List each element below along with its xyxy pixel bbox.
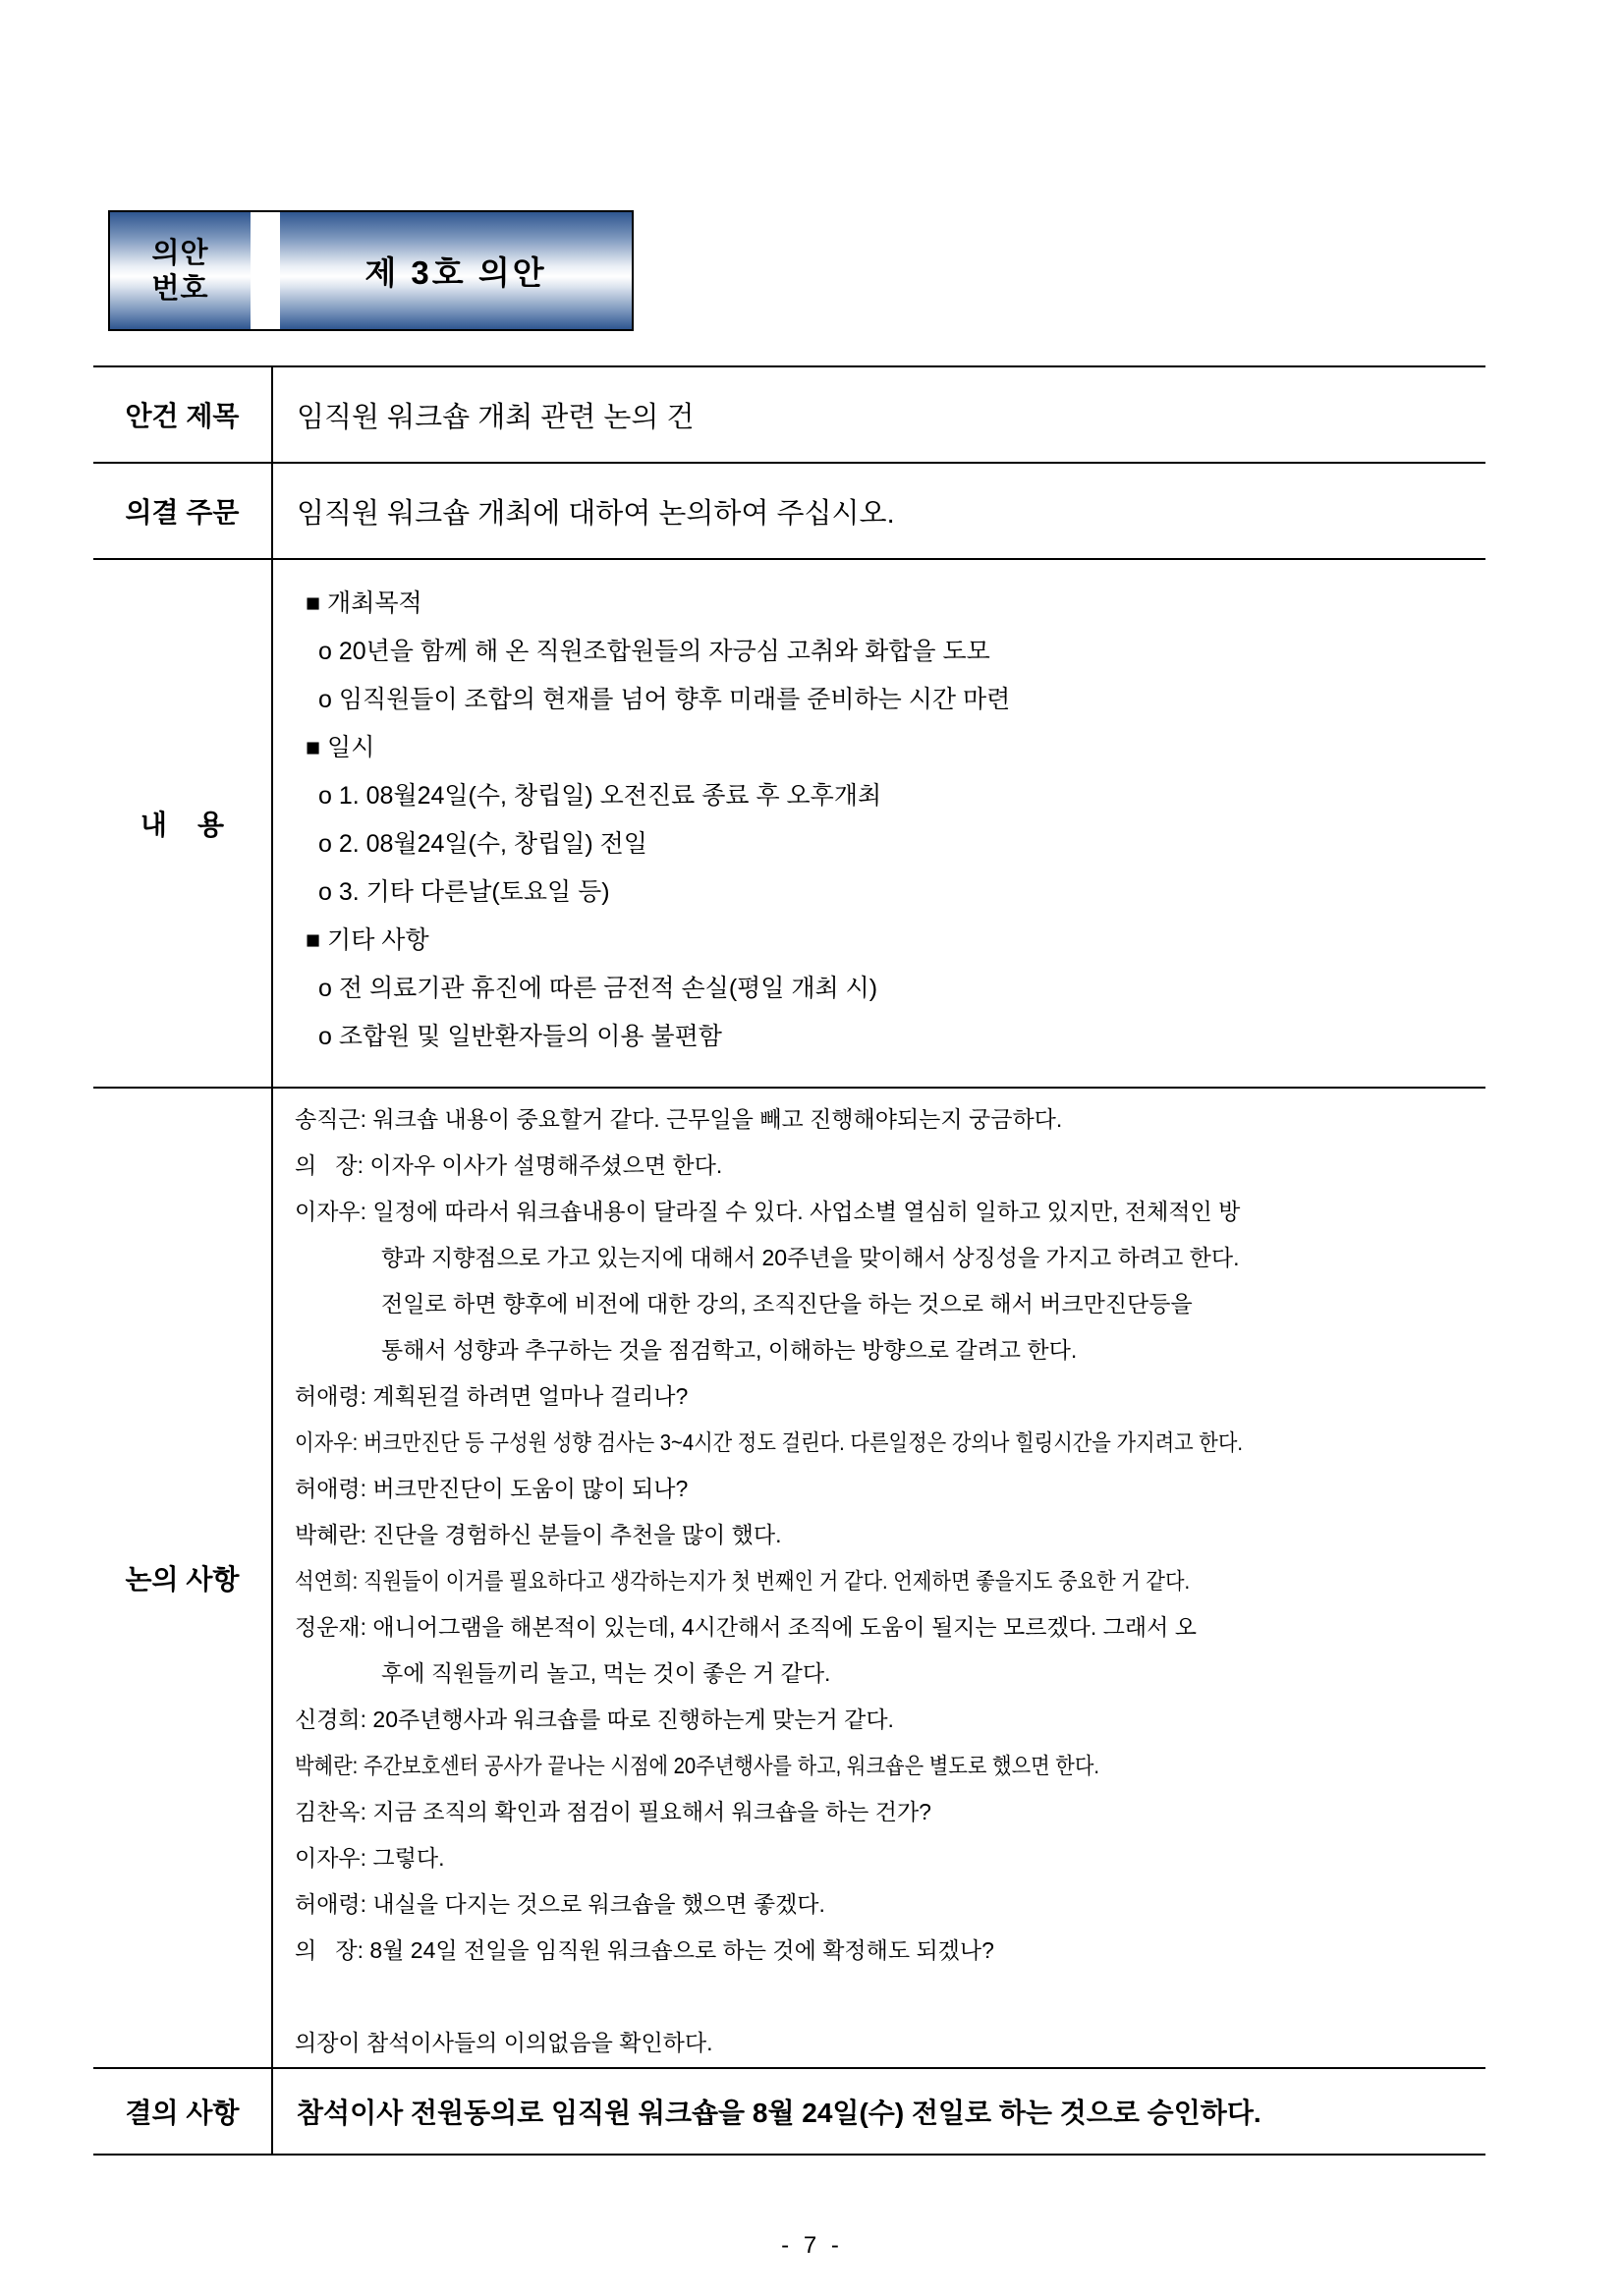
- discussion-line: 김찬옥: 지금 조직의 확인과 점검이 필요해서 워크숍을 하는 건가?: [295, 1799, 931, 1824]
- agenda-number-banner: [108, 210, 634, 331]
- discussion-line: 전일로 하면 향후에 비전에 대한 강의, 조직진단을 하는 것으로 해서 버크만진단등을: [381, 1291, 1193, 1316]
- content-line: ■ 기타 사항: [306, 926, 429, 954]
- agenda-number-title: 제 3호 의안: [280, 212, 632, 329]
- discussion-line: 정운재: 애니어그램을 해본적이 있는데, 4시간해서 조직에 도움이 될지는 모르겠다. 그래서 오: [295, 1614, 1197, 1640]
- discussion-line: 석연희: 직원들이 이거를 필요하다고 생각하는지가 첫 번째인 거 같다. 언제하면 좋을지도 중요한 거 같다.: [295, 1568, 1191, 1594]
- row-discussion: [93, 1089, 1485, 2069]
- content-label: 내 용: [93, 560, 273, 1087]
- discussion-line: [295, 1974, 1485, 2020]
- content-value: [273, 560, 1485, 1087]
- discussion-line: 박혜란: 주간보호센터 공사가 끝나는 시점에 20주년행사를 하고, 워크숍은 별도로 했으면 한다.: [295, 1753, 1100, 1778]
- agenda-table: [93, 365, 1485, 2156]
- content-line: o 임직원들이 조합의 현재를 넘어 향후 미래를 준비하는 시간 마련: [318, 686, 1011, 713]
- discussion-line: 후에 직원들끼리 놀고, 먹는 것이 좋은 거 같다.: [381, 1660, 831, 1686]
- resolution-request-value: 임직원 워크숍 개최에 대하여 논의하여 주십시오.: [297, 497, 895, 530]
- content-line: ■ 개최목적: [306, 589, 422, 617]
- page-number: - 7 -: [781, 2232, 843, 2259]
- content-line: ■ 일시: [306, 734, 375, 761]
- discussion-line: 이자우: 버크만진단 등 구성원 성향 검사는 3~4시간 정도 걸린다. 다른일정은 강의나 힐링시간을 가지려고 한다.: [295, 1429, 1244, 1455]
- content-line: o 2. 08월24일(수, 창립일) 전일: [318, 830, 647, 858]
- discussion-label: 논의 사항: [93, 1089, 273, 2067]
- banner-divider: [251, 212, 280, 329]
- agenda-number-label: [110, 212, 251, 329]
- discussion-line: 허애령: 내실을 다지는 것으로 워크숍을 했으면 좋겠다.: [295, 1891, 825, 1917]
- decision-label: 결의 사항: [93, 2069, 273, 2154]
- discussion-line: 의 장: 이자우 이사가 설명해주셨으면 한다.: [295, 1152, 723, 1178]
- agenda-number-label-line1: 의안: [151, 237, 209, 269]
- agenda-number-label-line2: 번호: [151, 272, 209, 305]
- discussion-line: 박혜란: 진단을 경험하신 분들이 추천을 많이 했다.: [295, 1522, 782, 1547]
- resolution-request-label: 의결 주문: [93, 464, 273, 558]
- discussion-line: 송직근: 워크숍 내용이 중요할거 같다. 근무일을 빼고 진행해야되는지 궁금하다.: [295, 1106, 1063, 1132]
- discussion-line: 통해서 성향과 추구하는 것을 점검학고, 이해하는 방향으로 갈려고 한다.: [381, 1337, 1078, 1363]
- content-line: o 1. 08월24일(수, 창립일) 오전진료 종료 후 오후개최: [318, 782, 882, 810]
- content-line: o 3. 기타 다른날(토요일 등): [318, 878, 610, 906]
- decision-value: 참석이사 전원동의로 임직원 워크숍을 8월 24일(수) 전일로 하는 것으로 승인하다.: [297, 2098, 1261, 2128]
- content-line: o 전 의료기관 휴진에 따른 금전적 손실(평일 개최 시): [318, 975, 878, 1002]
- agenda-title-value: 임직원 워크숍 개최 관련 논의 건: [297, 401, 695, 433]
- row-decision: [93, 2069, 1485, 2156]
- discussion-line: 의장이 참석이사들의 이의없음을 확인하다.: [295, 2030, 713, 2055]
- row-agenda-title: [93, 367, 1485, 464]
- discussion-line: 이자우: 그렇다.: [295, 1845, 445, 1871]
- agenda-title-label: 안건 제목: [93, 367, 273, 462]
- discussion-line: 신경희: 20주년행사과 워크숍를 따로 진행하는게 맞는거 같다.: [295, 1707, 894, 1732]
- row-content: [93, 560, 1485, 1089]
- discussion-line: 의 장: 8월 24일 전일을 임직원 워크숍으로 하는 것에 확정해도 되겠나?: [295, 1937, 994, 1963]
- discussion-line: 허애령: 계획된걸 하려면 얼마나 걸리나?: [295, 1383, 689, 1409]
- content-line: o 조합원 및 일반환자들의 이용 불편함: [318, 1023, 722, 1050]
- discussion-line: 이자우: 일정에 따라서 워크숍내용이 달라질 수 있다. 사업소별 열심히 일하고 있지만, 전체적인 방: [295, 1199, 1241, 1224]
- content-line: o 20년을 함께 해 온 직원조합원들의 자긍심 고취와 화합을 도모: [318, 638, 990, 665]
- discussion-line: 허애령: 버크만진단이 도움이 많이 되나?: [295, 1476, 689, 1501]
- discussion-value: [273, 1089, 1485, 2067]
- row-resolution-request: [93, 464, 1485, 560]
- discussion-line: 향과 지향점으로 가고 있는지에 대해서 20주년을 맞이해서 상징성을 가지고 하려고 한다.: [381, 1245, 1240, 1270]
